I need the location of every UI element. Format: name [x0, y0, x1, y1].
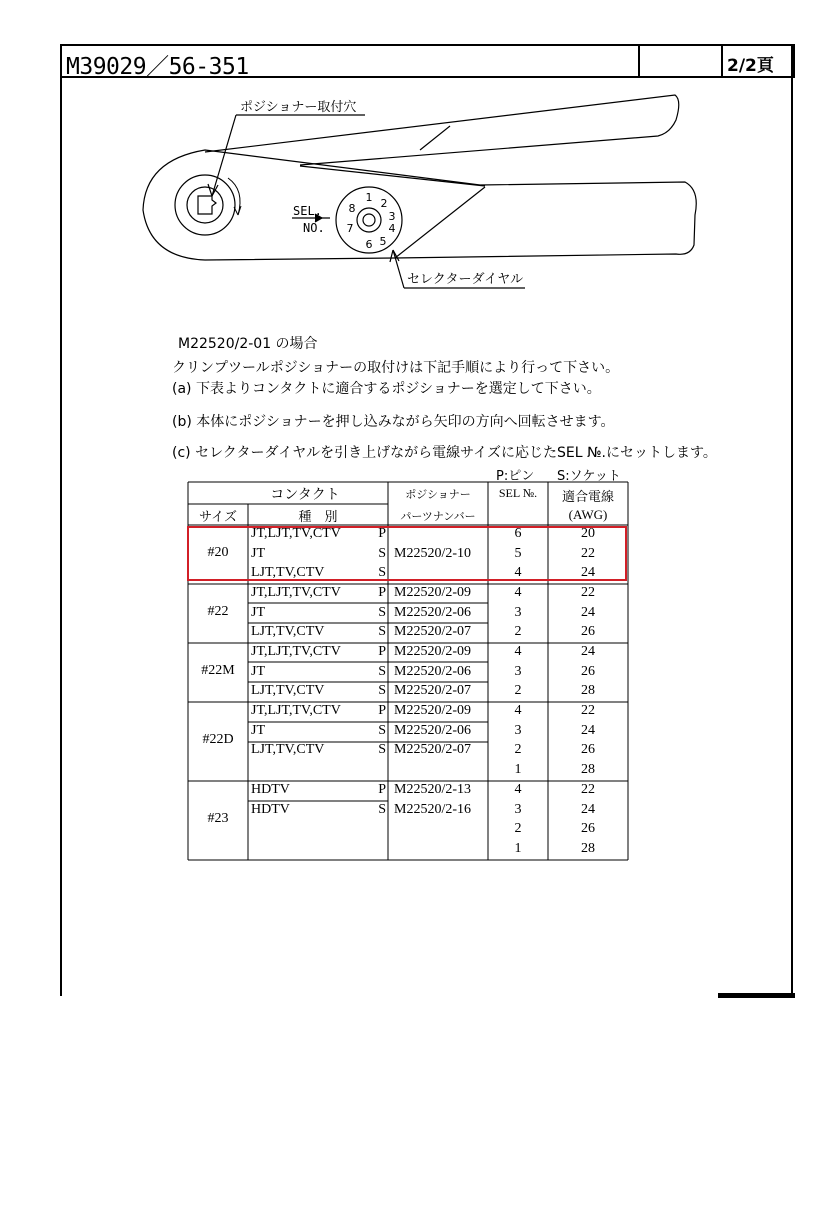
awg-cell: 28 [581, 762, 595, 778]
dial-number: 1 [365, 191, 373, 204]
pin-socket-cell: S [378, 545, 386, 561]
awg-cell: 26 [581, 624, 595, 640]
sel-no-cell: 6 [514, 526, 522, 541]
page-number: 2/2頁 [727, 56, 774, 76]
type-cell: JT [251, 604, 265, 620]
part-number-cell: M22520/2-09 [394, 585, 471, 600]
type-cell: JT [251, 663, 265, 679]
pin-socket-cell: S [378, 801, 386, 817]
label-selector-dial: セレクターダイヤル [407, 272, 524, 287]
sel-no-cell: 4 [514, 585, 522, 600]
instruction-step-b: (b) 本体にポジショナーを押し込みながら矢印の方向へ回転させます。 [172, 414, 615, 430]
awg-cell: 26 [581, 821, 595, 837]
awg-cell: 28 [581, 683, 595, 699]
type-cell: LJT,TV,CTV [251, 624, 325, 640]
header-size: サイズ [199, 510, 237, 525]
header-sel-no: SEL №. [498, 486, 538, 500]
sel-no-cell: 1 [514, 841, 522, 857]
sel-no-cell: 4 [514, 644, 522, 659]
sel-no-cell: 2 [514, 683, 522, 699]
label-positioner-hole: ポジショナー取付穴 [240, 100, 357, 115]
part-number-cell: M22520/2-07 [394, 683, 471, 699]
awg-cell: 24 [581, 722, 595, 738]
awg-cell: 22 [581, 782, 595, 797]
pin-socket-cell: P [378, 585, 386, 600]
part-number-cell: M22520/2-09 [394, 703, 471, 718]
sel-no-cell: 1 [514, 762, 522, 778]
pin-socket-cell: S [378, 663, 386, 679]
type-cell: LJT,TV,CTV [251, 565, 325, 581]
header-awg: (AWG) [568, 507, 608, 522]
pin-socket-cell: P [378, 782, 386, 797]
instruction-step-c: (c) セレクターダイヤルを引き上げながら電線サイズに応じたSEL №.にセットします。 [172, 445, 717, 461]
pin-socket-cell: P [378, 526, 386, 541]
part-number-cell: M22520/2-10 [394, 545, 471, 561]
label-no: NO. [303, 221, 325, 235]
awg-cell: 24 [581, 565, 595, 581]
sel-no-cell: 3 [514, 604, 522, 620]
pin-socket-cell: S [378, 604, 386, 620]
awg-cell: 24 [581, 604, 595, 620]
awg-cell: 26 [581, 742, 595, 758]
part-number-cell: M22520/2-06 [394, 604, 471, 620]
sel-no-cell: 3 [514, 722, 522, 738]
part-number-cell: M22520/2-07 [394, 742, 471, 758]
dial-number: 8 [348, 202, 356, 215]
sel-no-cell: 4 [514, 565, 522, 581]
header-positioner: ポジショナー [405, 488, 471, 501]
awg-cell: 22 [581, 545, 595, 561]
header-part-number: パーツナンバー [400, 510, 476, 523]
pin-socket-cell: S [378, 683, 386, 699]
pin-socket-cell: S [378, 722, 386, 738]
part-number-cell: M22520/2-09 [394, 644, 471, 659]
pin-socket-cell: S [378, 624, 386, 640]
size-cell: #20 [207, 545, 229, 560]
sel-no-cell: 4 [514, 703, 522, 718]
document-title: M39029／56-351 [66, 54, 249, 80]
instruction-intro: クリンプツールポジショナーの取付けは下記手順により行って下さい。 [172, 360, 620, 376]
legend-socket: S:ソケット [557, 469, 621, 484]
dial-number: 3 [388, 210, 396, 223]
type-cell: HDTV [251, 801, 290, 817]
sel-no-cell: 2 [514, 821, 522, 837]
awg-cell: 22 [581, 585, 595, 600]
type-cell: LJT,TV,CTV [251, 683, 325, 699]
size-cell: #23 [207, 811, 229, 826]
pin-socket-cell: P [378, 703, 386, 718]
size-cell: #22D [202, 732, 234, 747]
header-type: 種 別 [298, 510, 338, 525]
type-cell: JT,LJT,TV,CTV [251, 644, 341, 659]
type-cell: JT,LJT,TV,CTV [251, 703, 341, 718]
dial-number: 2 [380, 197, 388, 210]
part-number-cell: M22520/2-07 [394, 624, 471, 640]
pin-socket-cell: S [378, 565, 386, 581]
awg-cell: 24 [581, 801, 595, 817]
awg-cell: 28 [581, 841, 595, 857]
type-cell: JT [251, 722, 265, 738]
awg-cell: 26 [581, 663, 595, 679]
sel-no-cell: 2 [514, 742, 522, 758]
part-number-cell: M22520/2-06 [394, 722, 471, 738]
highlight-box [187, 526, 627, 581]
pin-socket-cell: S [378, 742, 386, 758]
sel-no-cell: 3 [514, 801, 522, 817]
type-cell: JT,LJT,TV,CTV [251, 585, 341, 600]
pin-socket-cell: P [378, 644, 386, 659]
case-heading: M22520/2-01 の場合 [178, 336, 318, 352]
awg-cell: 22 [581, 703, 595, 718]
size-cell: #22 [207, 604, 229, 619]
instruction-step-a: (a) 下表よりコンタクトに適合するポジショナーを選定して下さい。 [172, 381, 601, 397]
dial-number: 6 [365, 238, 373, 251]
sel-no-cell: 5 [514, 545, 522, 561]
type-cell: JT,LJT,TV,CTV [251, 526, 341, 541]
legend-pin: P:ピン [496, 469, 535, 484]
awg-cell: 20 [581, 526, 595, 541]
type-cell: LJT,TV,CTV [251, 742, 325, 758]
dial-number: 4 [388, 222, 396, 235]
dial-number: 5 [379, 235, 387, 248]
part-number-cell: M22520/2-13 [394, 782, 471, 797]
sel-no-cell: 3 [514, 663, 522, 679]
size-cell: #22M [201, 663, 235, 678]
part-number-cell: M22520/2-06 [394, 663, 471, 679]
sel-no-cell: 2 [514, 624, 522, 640]
type-cell: JT [251, 545, 265, 561]
type-cell: HDTV [251, 782, 290, 797]
header-wire: 適合電線 [561, 490, 614, 505]
label-sel: SEL. [293, 204, 322, 218]
sel-no-cell: 4 [514, 782, 522, 797]
dial-number: 7 [346, 222, 354, 235]
part-number-cell: M22520/2-16 [394, 801, 471, 817]
header-contact: コンタクト [270, 487, 340, 503]
awg-cell: 24 [581, 644, 595, 659]
